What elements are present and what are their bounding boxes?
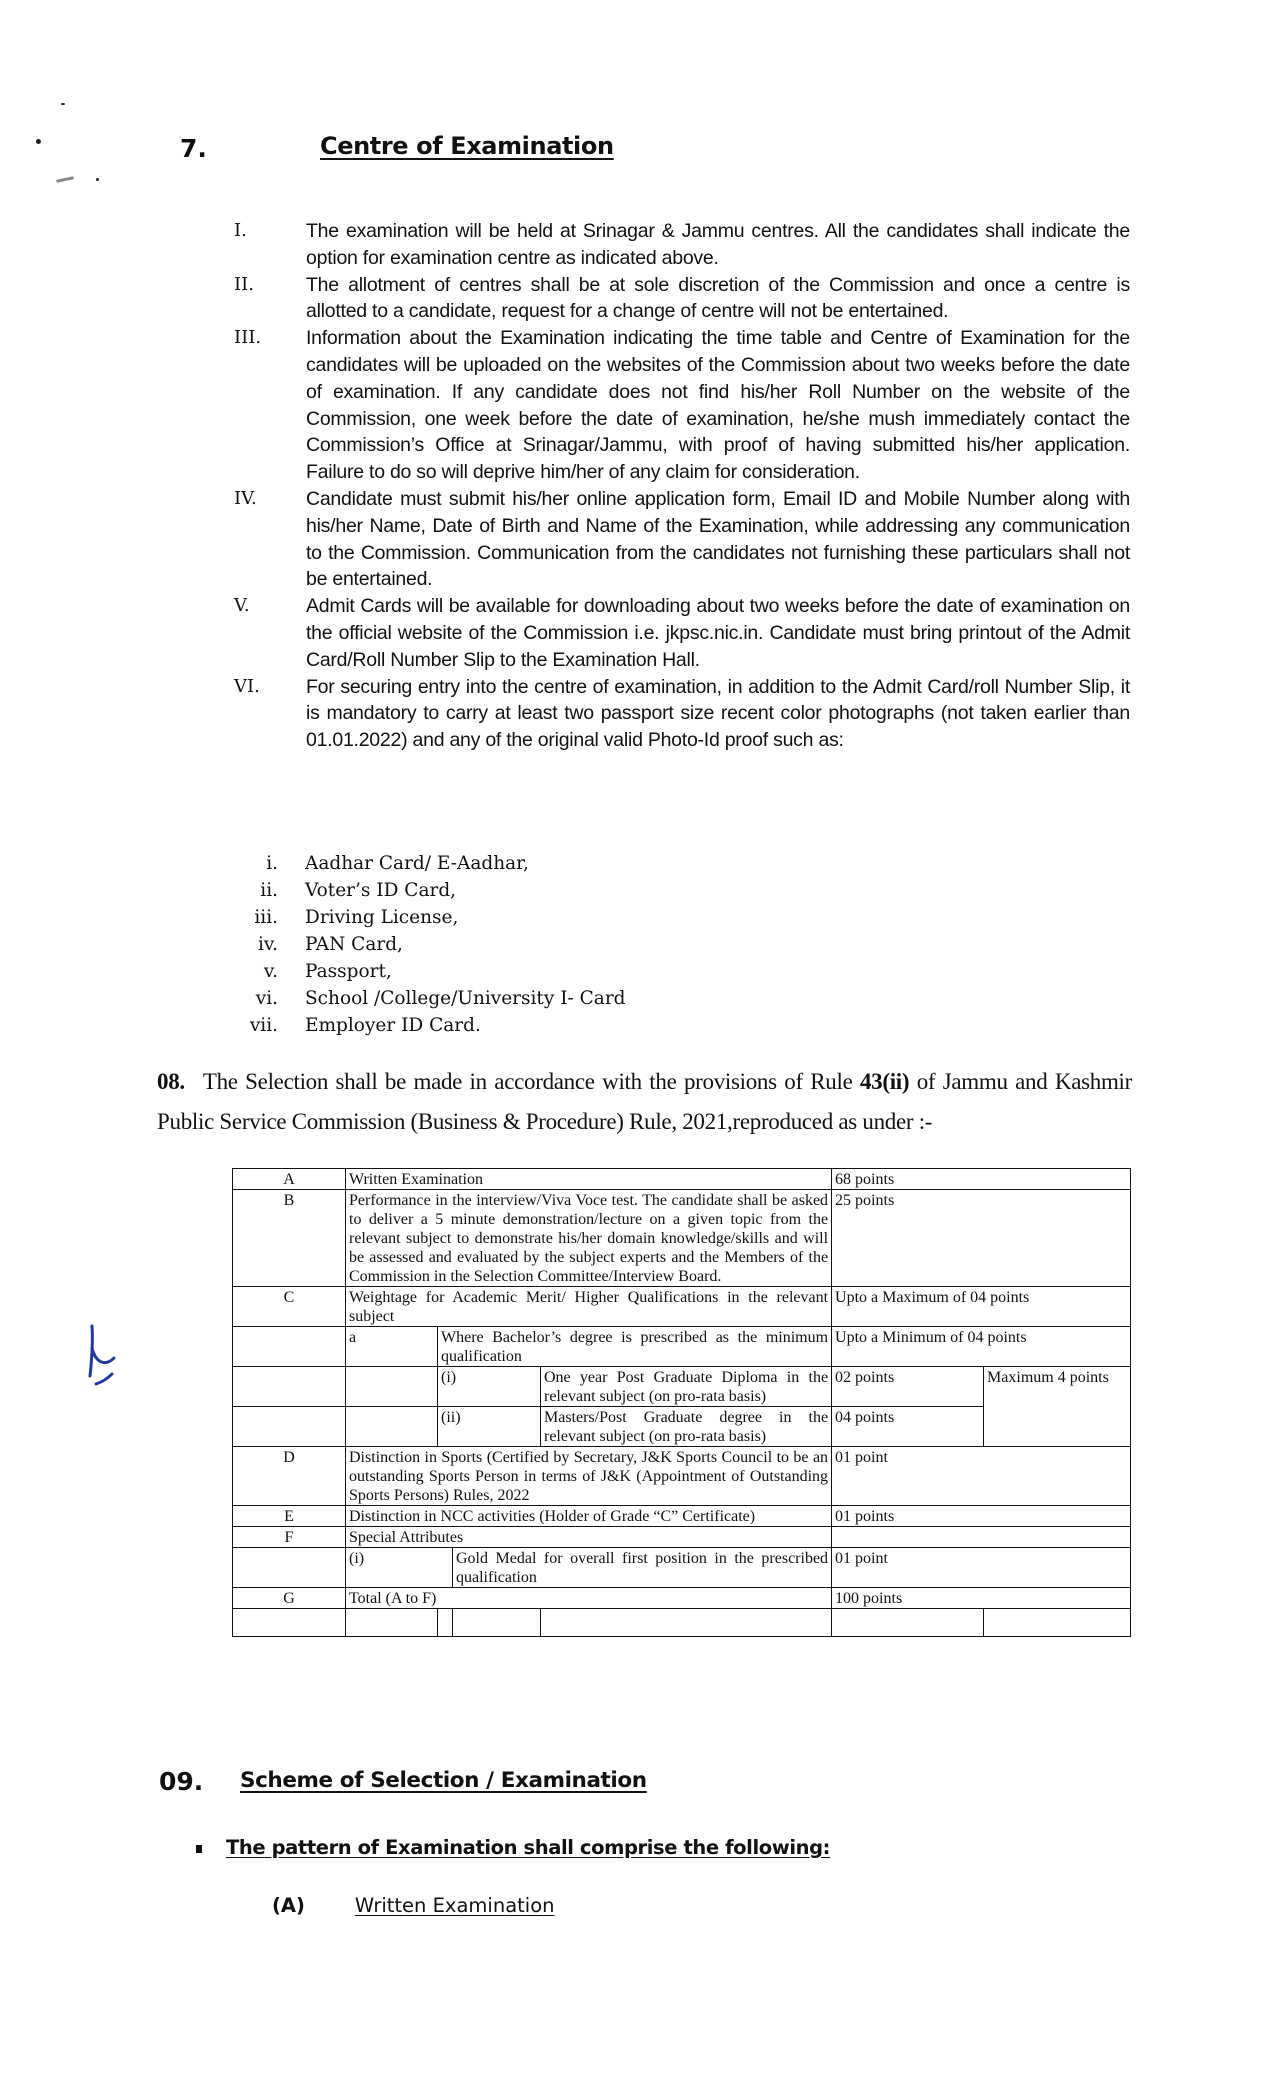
scan-smudge <box>56 176 74 183</box>
table-row: F Special Attributes <box>233 1527 1131 1548</box>
table-row: (i) One year Post Graduate Diploma in the relevant subject (on pro-rata basis) 02 points Maximum 4 points <box>233 1367 1131 1407</box>
section-8-number: 08. <box>157 1069 185 1094</box>
rule-reference: 43(ii) <box>859 1069 910 1094</box>
list-item: iv. PAN Card, <box>257 934 403 955</box>
scan-speck <box>61 103 65 105</box>
list-item: ii. Voter’s ID Card, <box>260 880 457 901</box>
scan-speck <box>36 139 41 144</box>
selection-points-table <box>232 1168 1131 1637</box>
list-item: III. Information about the Examination indicating the time table and Centre of Examination for the candidates will be uploaded on the websites of the Commission about two weeks before the date of examination. If any candidate does not find his/her Roll Number on the website of the Commission, one week before the date of examination, he/she mush immediately contact the Commission’s Office at Srinagar/Jammu, with proof of having submitted his/her application. Failure to do so will deprive him/her of any claim for consideration. <box>234 327 1130 484</box>
table-row: G Total (A to F) 100 points <box>233 1588 1131 1609</box>
table-row: B Performance in the interview/Viva Voce test. The candidate shall be asked to deliver a 5 minute demonstration/lecture on a given topic from the relevant subject to demonstrate his/her domain knowledge/skills and will be assessed and evaluated by the subject experts and the Members of the Commission in the Selection Committee/Interview Board. 25 points <box>233 1190 1131 1287</box>
bullet-icon <box>196 1845 202 1853</box>
list-item: vi. School /College/University I- Card <box>255 988 626 1009</box>
list-item: vii. Employer ID Card. <box>249 1015 481 1036</box>
list-item: v. Passport, <box>263 961 392 982</box>
table-row: a Where Bachelor’s degree is prescribed as the minimum qualification Upto a Minimum of 04 points <box>233 1327 1131 1367</box>
list-item: I. The examination will be held at Srinagar & Jammu centres. All the candidates shall indicate the option for examination centre as indicated above. <box>234 220 1130 269</box>
table-row: E Distinction in NCC activities (Holder of Grade “C” Certificate) 01 points <box>233 1506 1131 1527</box>
photo-id-proof-list <box>230 850 830 1039</box>
table-row: (ii) Masters/Post Graduate degree in the relevant subject (on pro-rata basis) 04 points <box>233 1407 1131 1447</box>
centre-rules-list <box>230 218 1130 754</box>
exam-pattern-heading: The pattern of Examination shall comprise the following: <box>196 1836 830 1859</box>
table-row: D Distinction in Sports (Certified by Secretary, J&K Sports Council to be an outstanding Sports Person in terms of J&K (Appointment of Outstanding Sports Persons) Rules, 2022 01 point <box>233 1447 1131 1506</box>
list-item: VI. For securing entry into the centre of examination, in addition to the Admit Card/roll Number Slip, it is mandatory to carry at least two passport size recent color photographs (not taken earlier than 01.01.2022) and any of the original valid Photo-Id proof such as: <box>234 675 1130 752</box>
table-row: A Written Examination 68 points <box>233 1169 1131 1190</box>
section-9-title: Scheme of Selection / Examination <box>240 1768 647 1793</box>
list-item: II. The allotment of centres shall be at sole discretion of the Commission and once a centre is allotted to a candidate, request for a change of centre will not be entertained. <box>234 273 1130 323</box>
written-exam-subheading: (A) Written Examination <box>272 1894 555 1917</box>
section-7-number: 7. <box>180 134 207 163</box>
handwritten-initial-mark <box>70 1318 130 1398</box>
scan-speck <box>96 178 99 181</box>
list-item: V. Admit Cards will be available for downloading about two weeks before the date of examination on the official website of the Commission i.e. jkpsc.nic.in. Candidate must bring printout of the Admit Card/Roll Number Slip to the Examination Hall. <box>234 595 1130 671</box>
list-item: IV. Candidate must submit his/her online application form, Email ID and Mobile Number along with his/her Name, Date of Birth and Name of the Examination, while addressing any communication to the Commission. Communication from the candidates not furnishing these particulars shall not be entertained. <box>234 487 1130 591</box>
table-row-empty <box>233 1609 1131 1637</box>
table-row: (i) Gold Medal for overall first position in the prescribed qualification 01 point <box>233 1548 1131 1588</box>
list-item: i. Aadhar Card/ E-Aadhar, <box>266 853 529 874</box>
list-item: iii. Driving License, <box>254 907 459 928</box>
table-row: C Weightage for Academic Merit/ Higher Qualifications in the relevant subject Upto a Maximum of 04 points <box>233 1287 1131 1327</box>
section-9-number: 09. <box>159 1767 204 1796</box>
section-8-paragraph: 08. The Selection shall be made in accordance with the provisions of Rule 43(ii) of Jammu and Kashmir Public Service Commission (Business & Procedure) Rule, 2021,reproduced as under :- <box>157 1069 1133 1134</box>
section-7-title: Centre of Examination <box>320 132 614 160</box>
